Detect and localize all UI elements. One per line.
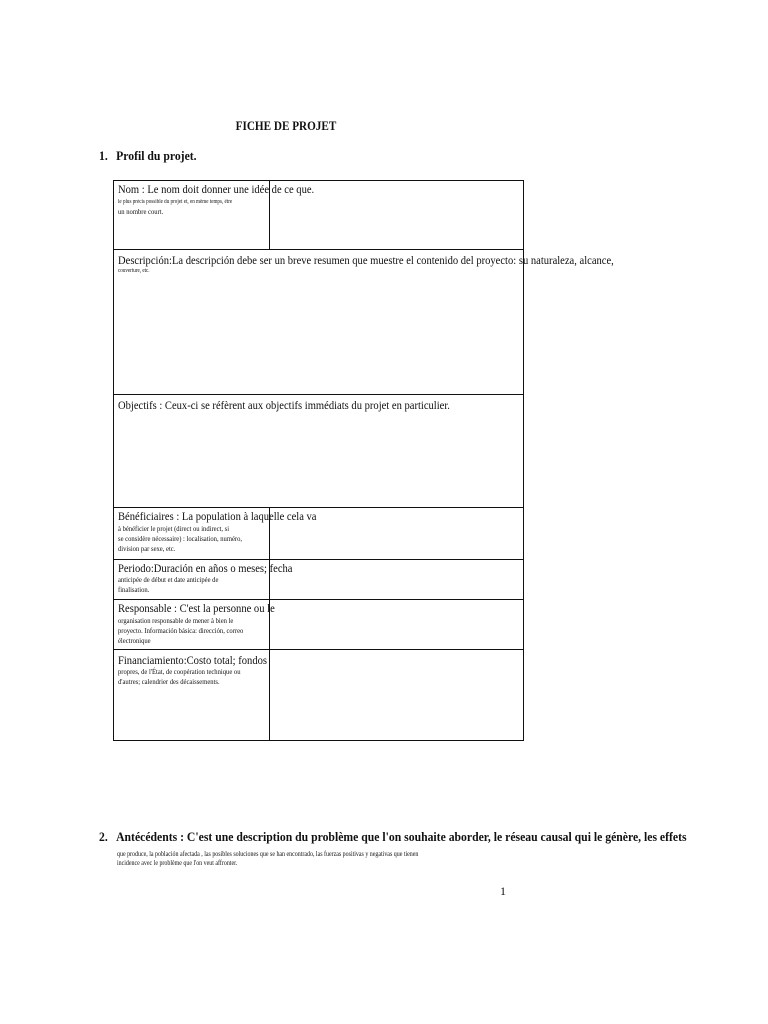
periodo-line2: finalisation. — [118, 585, 150, 594]
section-1-heading — [99, 148, 197, 164]
cell-financiamiento — [114, 650, 270, 741]
financiamiento-line1: propres, de l'État, de coopération technique ou — [118, 667, 241, 676]
description-line1: couverture, etc. — [118, 268, 150, 274]
section-1-number: 1. — [99, 148, 108, 163]
table-row-responsable — [114, 600, 524, 650]
cell-beneficiaires — [114, 508, 317, 560]
cell-objectifs — [114, 395, 524, 508]
section-2-description — [117, 850, 418, 868]
section-2-line1: que produce, la población afectada , las posibles soluciones que se han encontrado, las fuerzas positivas y negativas que tienen — [117, 850, 419, 858]
beneficiaires-line1: à bénéficier le projet (direct ou indirect, si — [118, 524, 230, 533]
page-title: FICHE DE PROJET — [235, 118, 337, 133]
cell-nom-blank — [270, 181, 524, 250]
responsable-line2: proyecto. Información básica: dirección, correo — [118, 626, 244, 635]
section-1-label: Profil du projet. — [116, 148, 197, 163]
table-row-objectifs — [114, 395, 524, 508]
responsable-head: Responsable : C'est la personne ou le — [118, 601, 275, 615]
section-2-number: 2. — [99, 829, 108, 844]
table-row-beneficiaires — [114, 508, 524, 560]
beneficiaires-head: Bénéficiaires : La population à laquelle cela va — [118, 509, 317, 523]
periodo-head: Periodo:Duración en años o meses; fecha — [118, 561, 293, 575]
responsable-line3: électronique — [118, 636, 151, 645]
responsable-line1: organisation responsable de mener à bien le — [118, 616, 234, 625]
nom-line2: un nombre court. — [118, 207, 164, 216]
financiamiento-head: Financiamiento:Costo total; fondos — [118, 653, 268, 667]
cell-financiamiento-blank — [270, 650, 524, 741]
cell-periodo — [114, 560, 293, 600]
section-2-heading — [99, 829, 687, 845]
section-2-label: Antécédents : C'est une description du problème que l'on souhaite aborder, le réseau causal qui le génère, les effets — [116, 829, 687, 844]
table-row-periodo — [114, 560, 524, 600]
description-head: Descripción:La descripción debe ser un breve resumen que muestre el contenido del proyecto: su naturaleza, alcance, — [118, 253, 614, 267]
cell-nom — [114, 181, 315, 250]
table-row-nom — [114, 181, 524, 250]
nom-head: Nom : Le nom doit donner une idée de ce que. — [118, 182, 315, 196]
cell-responsable-blank — [270, 600, 524, 650]
page-number: 1 — [500, 884, 506, 898]
nom-line1: le plus précis possible du projet et, en même temps, être — [118, 199, 233, 205]
section-2-line2: incidence avec le problème que l'on veut affronter. — [117, 859, 238, 867]
financiamiento-line2: d'autres; calendrier des décaissements. — [118, 677, 220, 686]
periodo-line1: anticipée de début et date anticipée de — [118, 575, 219, 584]
objectifs-head: Objectifs : Ceux-ci se réfèrent aux objectifs immédiats du projet en particulier. — [118, 398, 450, 412]
project-profile-table — [113, 180, 614, 741]
beneficiaires-line2: se considère nécessaire) : localisation, numéro, — [118, 534, 243, 543]
table-row-financiamiento — [114, 650, 524, 741]
table-row-description — [114, 250, 524, 395]
cell-description — [114, 250, 614, 395]
beneficiaires-line3: division par sexe, etc. — [118, 544, 176, 553]
cell-responsable — [114, 600, 275, 650]
cell-beneficiaires-blank — [270, 508, 524, 560]
cell-periodo-blank — [270, 560, 524, 600]
